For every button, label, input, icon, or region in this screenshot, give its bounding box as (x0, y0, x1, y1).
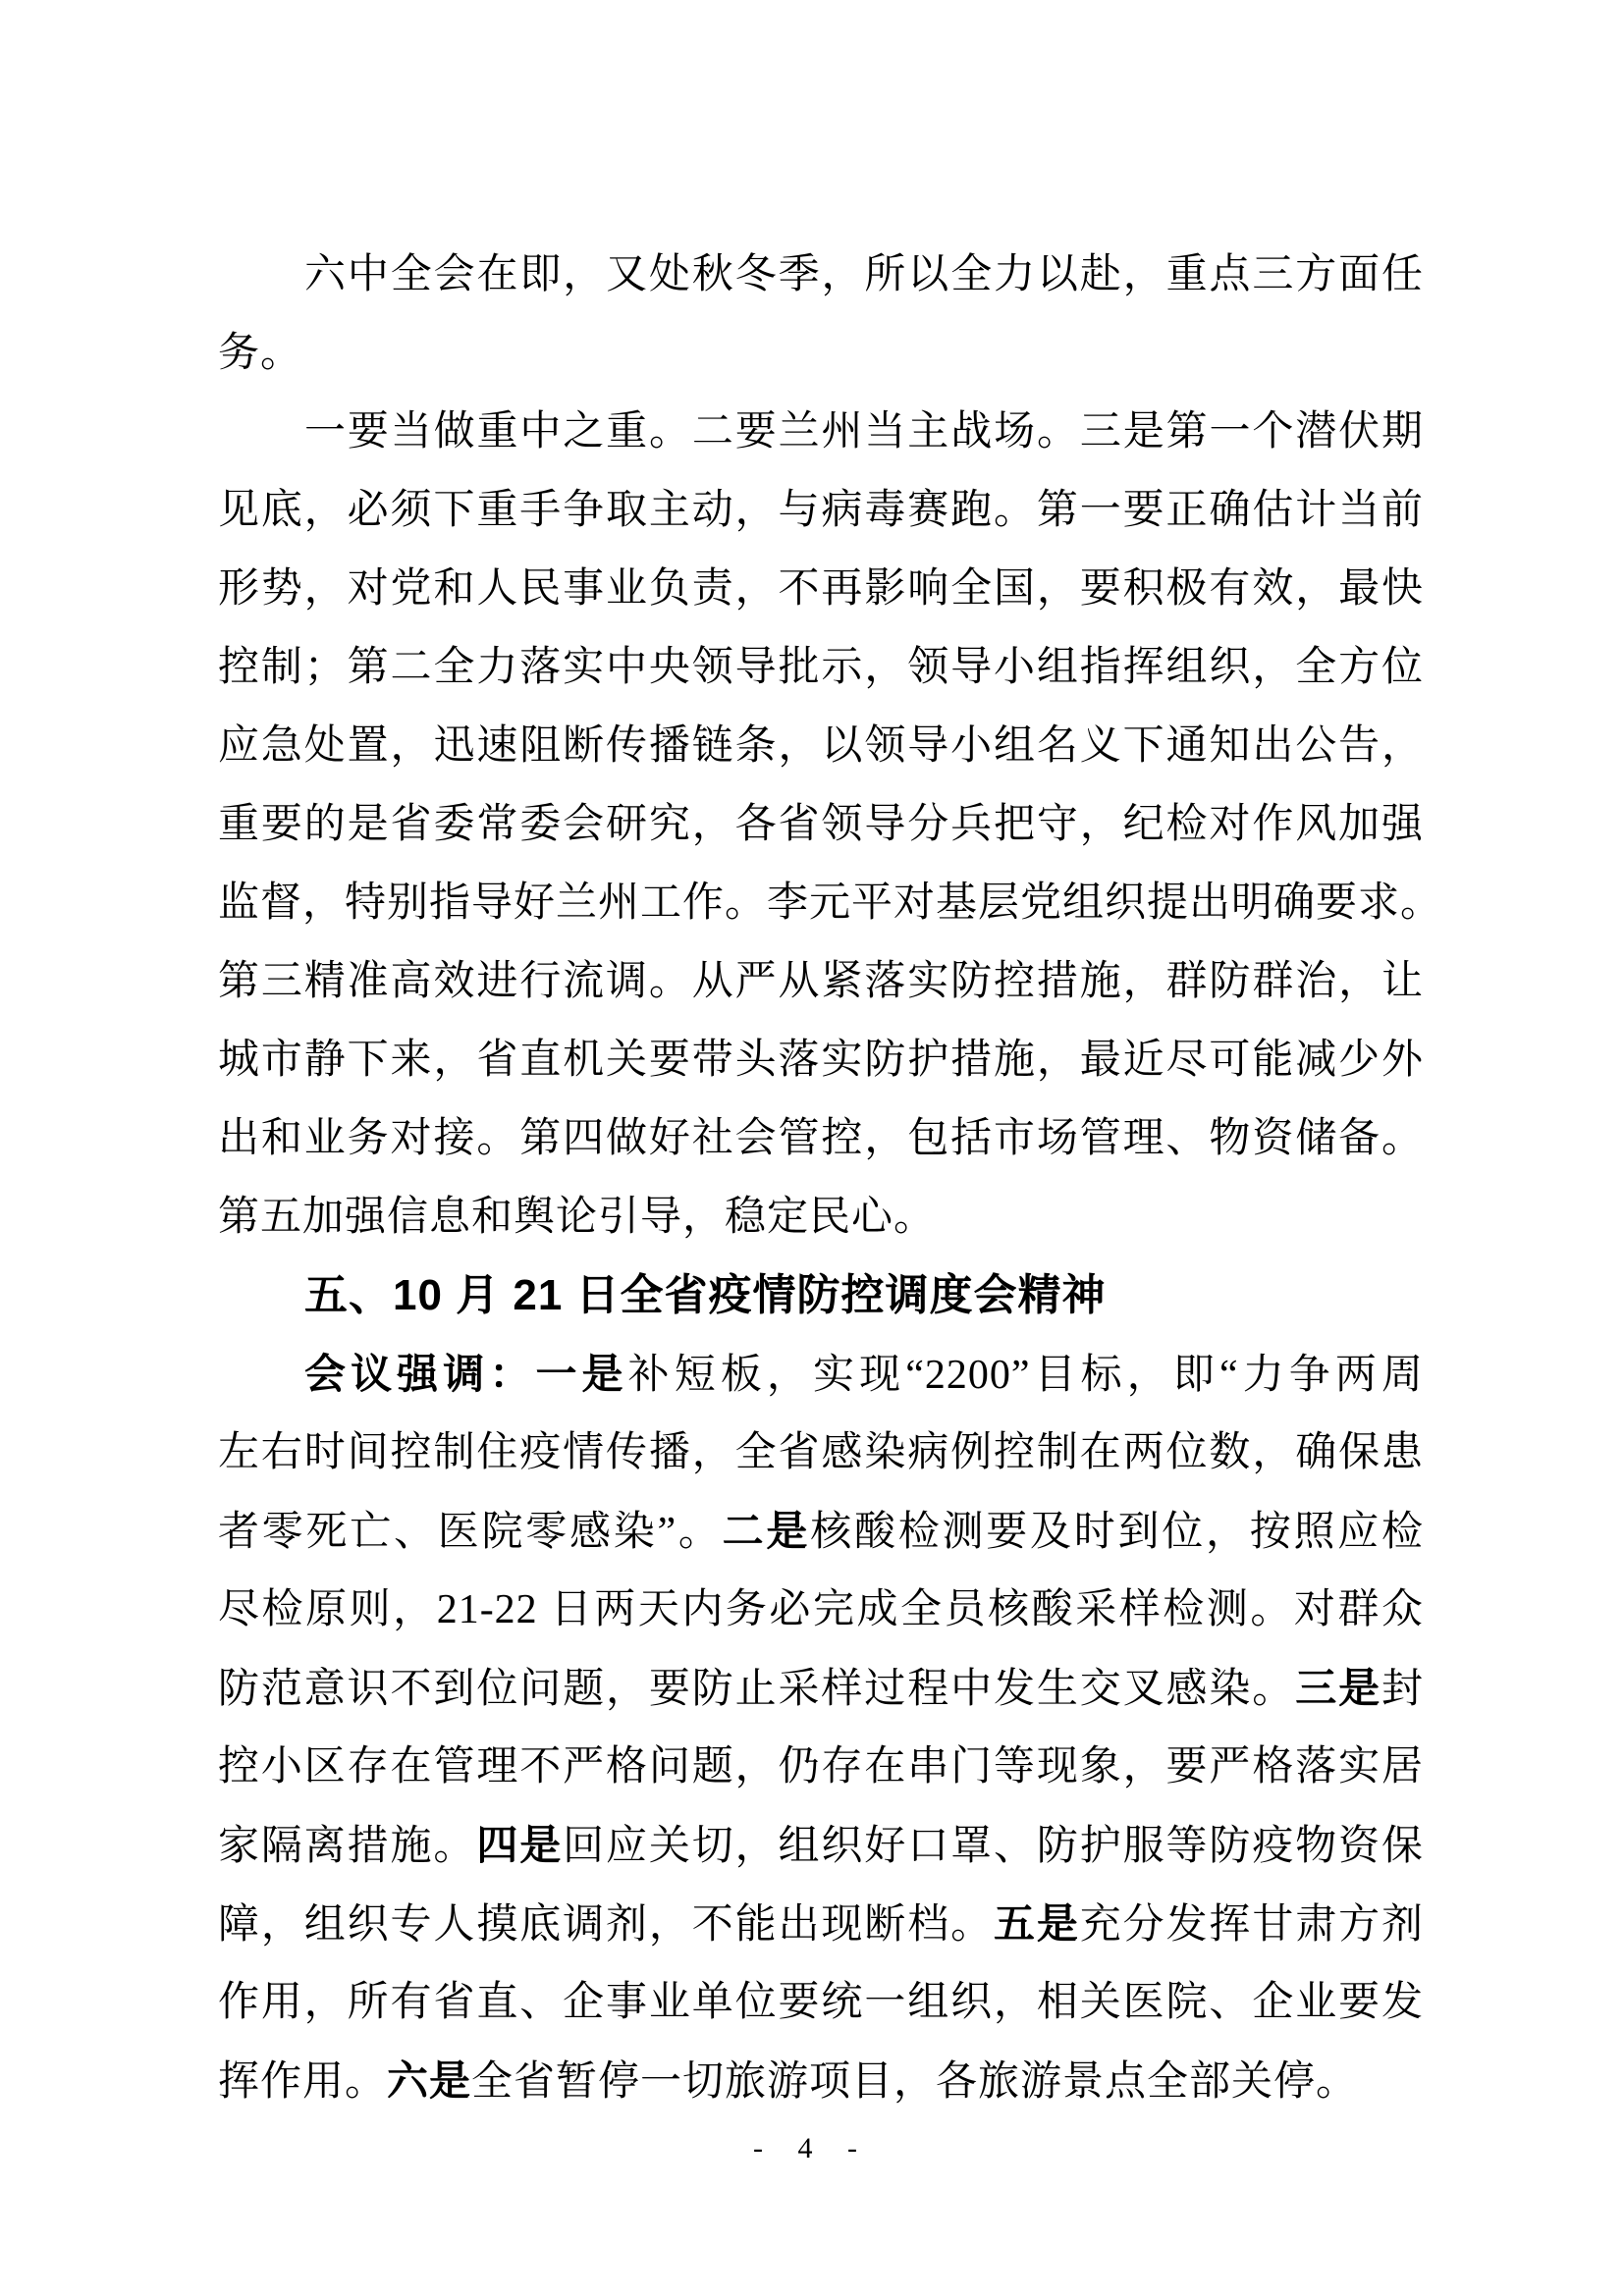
body-text: 核酸检测要及时到位，按照应检 (810, 1510, 1424, 1555)
text-line (218, 1178, 1424, 1256)
bold-run-in-text: 一是 (535, 1351, 628, 1397)
body-text: 第五加强信息和舆论引导，稳定民心。 (218, 1195, 937, 1240)
body-text: 应急处置，迅速阻断传播链条，以领导小组名义下通知出公告， (218, 723, 1424, 769)
text-line (218, 393, 1424, 471)
body-text: 一要当做重中之重。二要兰州当主战场。三是第一个潜伏期 (304, 409, 1424, 454)
bold-run-in-text: 三是 (1295, 1665, 1381, 1711)
body-text: 挥作用。 (218, 2059, 388, 2105)
text-line (218, 1649, 1424, 1728)
bold-run-in-text: 六是 (387, 2057, 472, 2104)
body-text: 重要的是省委常委会研究，各省领导分兵把守，纪检对作风加强 (218, 802, 1424, 847)
body-text: 控制；第二全力落实中央领导批示，领导小组指挥组织，全方位 (218, 645, 1424, 690)
body-text: 见底，必须下重手争取主动，与病毒赛跑。第一要正确估计当前 (218, 488, 1424, 533)
body-text: 封 (1380, 1667, 1424, 1712)
body-text: 充分发挥甘肃方剂 (1079, 1902, 1424, 1948)
text-line (218, 628, 1424, 707)
text-line (218, 1099, 1424, 1178)
body-text: 形势，对党和人民事业负责，不再影响全国，要积极有效，最快 (218, 566, 1424, 612)
text-line (218, 471, 1424, 550)
body-text: 障，组织专人摸底调剂，不能出现断档。 (218, 1902, 994, 1948)
body-text: 尽检原则，21-22 日两天内务必完成全员核酸采样检测。对群众 (218, 1587, 1424, 1632)
text-line (218, 2042, 1424, 2120)
text-line (218, 1414, 1424, 1492)
text-line (218, 1021, 1424, 1099)
body-text: 左右时间控制住疫情传播，全省感染病例控制在两位数，确保患 (218, 1430, 1424, 1475)
body-text: 控小区存在管理不严格问题，仍存在串门等现象，要严格落实居 (218, 1744, 1424, 1789)
text-line (218, 236, 1424, 314)
body-text: 者零死亡、医院零感染”。 (218, 1510, 723, 1555)
text-line (218, 1885, 1424, 1963)
body-text: 补短板，实现“2200”目标，即“力争两周 (627, 1353, 1424, 1398)
page-number: - 4 - (753, 2132, 871, 2164)
bold-run-in-text: 五、10 月 21 日全省疫情防控调度会精神 (304, 1271, 1107, 1319)
body-text: 监督，特别指导好兰州工作。李元平对基层党组织提出明确要求。 (218, 881, 1443, 926)
text-line (218, 864, 1443, 942)
bold-run-in-text: 会议强调： (304, 1353, 536, 1398)
body-text: 作用，所有省直、企事业单位要统一组织，相关医院、企业要发 (218, 1980, 1424, 2025)
text-line (218, 942, 1424, 1021)
body-text: 全省暂停一切旅游项目，各旅游景点全部关停。 (471, 2059, 1359, 2105)
bold-run-in-text: 五是 (993, 1900, 1080, 1947)
bold-run-in-text: 二是 (722, 1508, 811, 1554)
text-line (218, 1963, 1424, 2042)
text-line (218, 1728, 1424, 1806)
text-line (218, 314, 1424, 393)
body-text: 出和业务对接。第四做好社会管控，包括市场管理、物资储备。 (218, 1116, 1424, 1161)
text-line (218, 550, 1424, 628)
body-text: 第三精准高效进行流调。从严从紧落实防控措施，群防群治，让 (218, 959, 1424, 1004)
text-line (218, 1335, 1424, 1414)
body-text: 防范意识不到位问题，要防止采样过程中发生交叉感染。 (218, 1667, 1296, 1712)
text-line (218, 1571, 1424, 1649)
text-line (218, 785, 1424, 864)
body-text: 六中全会在即，又处秋冬季，所以全力以赴，重点三方面任 (304, 252, 1424, 297)
body-text: 务。 (218, 331, 303, 376)
text-line (218, 1806, 1424, 1885)
text-line (218, 707, 1424, 785)
section-heading (218, 1256, 1424, 1335)
bold-run-in-text: 四是 (476, 1822, 564, 1868)
body-text: 回应关切，组织好口罩、防护服等防疫物资保 (563, 1824, 1424, 1869)
body-text: 家隔离措施。 (218, 1824, 477, 1869)
document-body (218, 236, 1443, 2120)
body-text: 城市静下来，省直机关要带头落实防护措施，最近尽可能减少外 (218, 1038, 1424, 1083)
text-line (218, 1492, 1424, 1571)
